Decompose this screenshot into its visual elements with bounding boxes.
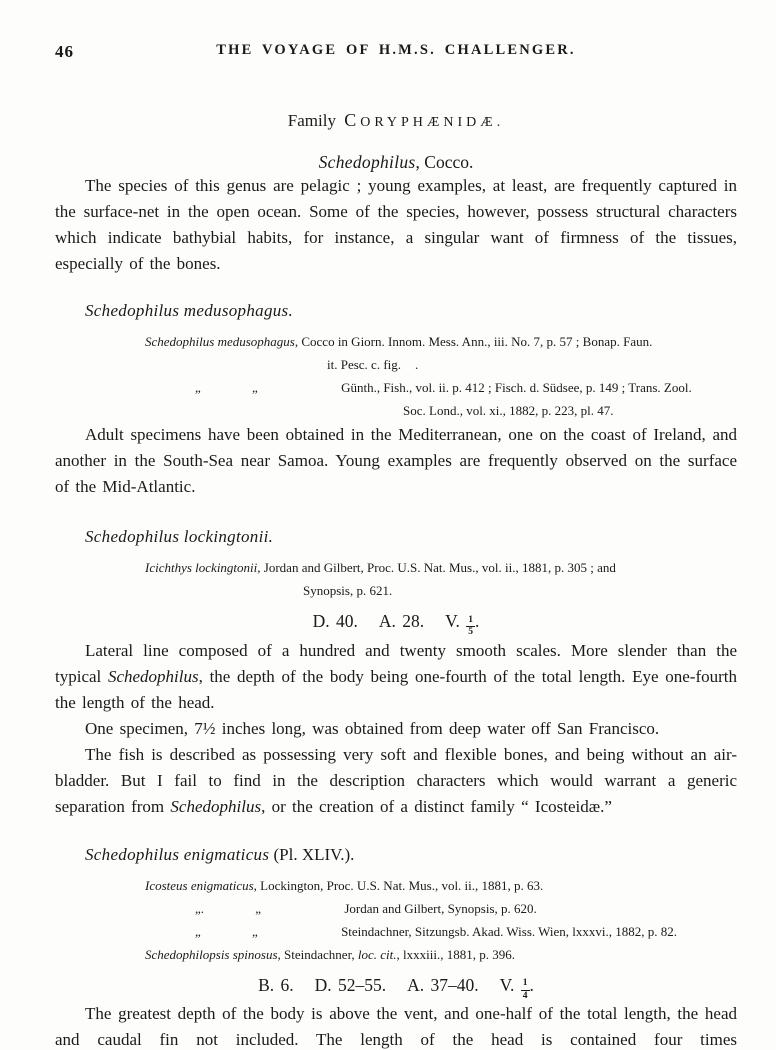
ditto-mark: „ bbox=[255, 900, 262, 916]
body-paragraph: One specimen, 7½ inches long, was obtained from deep water off San Francisco. bbox=[85, 718, 660, 738]
running-title: THE VOYAGE OF H.M.S. CHALLENGER. bbox=[216, 42, 576, 58]
fin-formula-enigmaticus: B. 6. D. 52–55. A. 37–40. V. $\frac{1}{4}$ . bbox=[258, 974, 534, 1001]
synonymy-block-enigmaticus bbox=[55, 874, 737, 966]
synonymy-line: Icichthys lockingtonii, Jordan and Gilbert, Proc. U.S. Nat. Mus., vol. ii., 1881, p. 305 ; and bbox=[145, 560, 616, 575]
body-paragraph: Lateral line composed of a hundred and twenty smooth scales. More slender than the typical Schedophilus, the depth of the body being one-fourth of the total length. Eye one-fourth the length of the head. bbox=[55, 640, 737, 712]
synonymy-block-medusophagus bbox=[55, 330, 737, 422]
section-enigmaticus bbox=[55, 845, 737, 1050]
body-paragraph: Adult specimens have been obtained in the Mediterranean, one on the coast of Ireland, and another in the South-Sea near Samoa. Young examples are frequently observed on the surface of the Mid-Atlantic. bbox=[55, 425, 737, 496]
species-heading-enigmaticus: Schedophilus enigmaticus (Pl. XLIV.). bbox=[85, 844, 355, 864]
synonymy-line bbox=[55, 376, 737, 399]
synonymy-reference: Günth., Fish., vol. ii. p. 412 ; Fisch. d. Südsee, p. 149 ; Trans. Zool. bbox=[341, 380, 692, 395]
section-lockingtonii bbox=[55, 527, 737, 820]
ditto-mark: „ bbox=[252, 923, 258, 939]
synonymy-line-continuation: Soc. Lond., vol. xi., 1882, p. 223, pl. 47. bbox=[403, 403, 614, 418]
synonymy-line: Schedophilopsis spinosus, Steindachner, loc. cit., lxxxiii., 1881, p. 396. bbox=[145, 946, 515, 962]
species-heading-medusophagus: Schedophilus medusophagus. bbox=[85, 301, 294, 320]
synonymy-line bbox=[55, 920, 737, 943]
synonymy-reference: Steindachner, Sitzungsb. Akad. Wiss. Wien, lxxxvi., 1882, p. 82. bbox=[341, 923, 677, 939]
page-header bbox=[55, 42, 737, 64]
synonymy-line: Schedophilus medusophagus, Cocco in Giorn. Innom. Mess. Ann., iii. No. 7, p. 57 ; Bonap. Faun. bbox=[145, 334, 653, 349]
page-number: 46 bbox=[55, 42, 74, 61]
synonymy-line-continuation: it. Pesc. c. fig. . bbox=[327, 357, 419, 372]
family-heading bbox=[55, 110, 737, 131]
ditto-mark: „. bbox=[195, 900, 205, 916]
synonymy-reference: Jordan and Gilbert, Synopsis, p. 620. bbox=[344, 900, 537, 916]
synonymy-line bbox=[55, 897, 737, 920]
family-name: CORYPHÆNIDÆ. bbox=[344, 110, 505, 130]
synonymy-line-continuation: Synopsis, p. 621. bbox=[303, 583, 393, 598]
intro-paragraph: The species of this genus are pelagic ; young examples, at least, are frequently captured in the surface-net in the open ocean. Some of the species, however, possess structural characters which indicate bathybial habits, for instance, a singular want of firmness of the tissues, especially of the bones. bbox=[55, 176, 737, 273]
family-label: Family bbox=[287, 111, 336, 130]
body-paragraph: The fish is described as possessing very soft and flexible bones, and being without an air-bladder. But I fail to find in the description characters which would warrant a generic separation from Schedophilus, or the creation of a distinct family “ Icosteidæ.” bbox=[55, 744, 737, 816]
ditto-mark: „ bbox=[195, 380, 201, 395]
body-paragraph: The greatest depth of the body is above the vent, and one-half of the total length, the head and caudal fin not included. The length of the head is contained four times bbox=[55, 1004, 737, 1049]
section-medusophagus bbox=[55, 301, 737, 500]
ditto-mark: „ bbox=[195, 923, 201, 939]
genus-heading: Schedophilus, Cocco. bbox=[318, 152, 474, 172]
synonymy-line: Icosteus enigmaticus, Lockington, Proc. U.S. Nat. Mus., vol. ii., 1881, p. 63. bbox=[145, 877, 544, 893]
species-heading-lockingtonii: Schedophilus lockingtonii. bbox=[85, 527, 274, 546]
fin-formula-lockingtonii: D. 40. A. 28. V. $\frac{1}{5}$ . bbox=[312, 611, 480, 637]
ditto-mark: „ bbox=[252, 380, 258, 395]
synonymy-block-lockingtonii bbox=[55, 556, 737, 602]
